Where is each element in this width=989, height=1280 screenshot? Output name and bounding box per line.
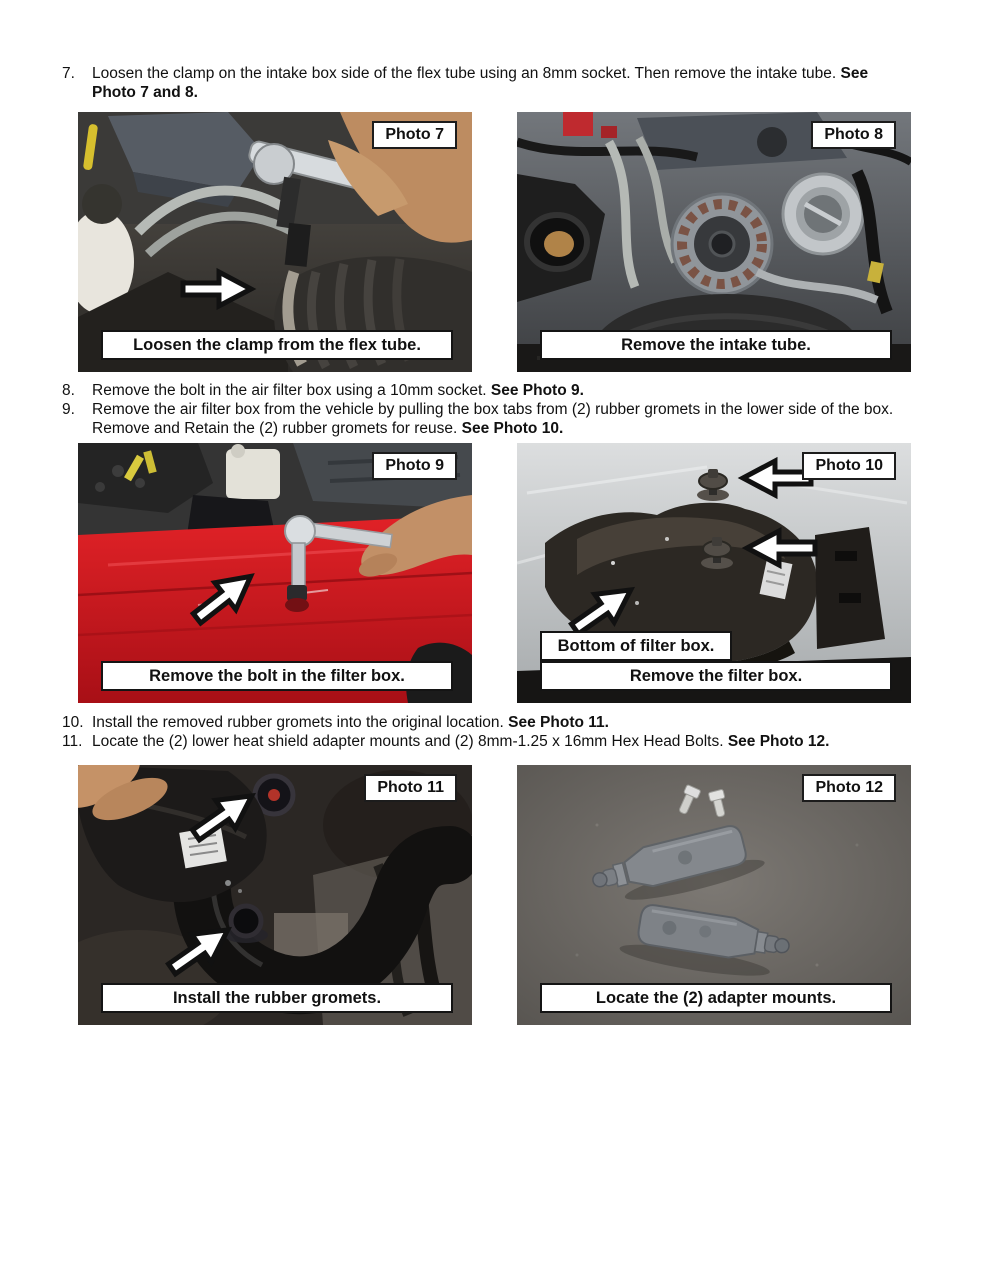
step-number: 8. <box>62 382 75 399</box>
step-item-8 <box>62 381 912 400</box>
step-text-normal: Remove the bolt in the air filter box using a 10mm socket. <box>92 382 487 399</box>
steps-block-8-9 <box>62 381 912 438</box>
steps-block-10-11 <box>62 713 912 751</box>
step-number: 11. <box>62 733 83 750</box>
photo-11-figure <box>78 765 472 1025</box>
photo-caption: Remove the intake tube. <box>540 330 892 360</box>
photo-label: Photo 9 <box>372 452 457 480</box>
step-text <box>92 400 912 438</box>
step-number: 9. <box>62 401 75 418</box>
step-text-normal: Remove the air filter box from the vehicle by pulling the box tabs from (2) rubber gromets in the lower side of the box. Remove and Retain the (2) rubber gromets for reuse. <box>92 401 894 437</box>
step-number: 7. <box>62 65 75 82</box>
photo-8-figure <box>517 112 911 372</box>
step-text-normal: Locate the (2) lower heat shield adapter mounts and (2) 8mm-1.25 x 16mm Hex Head Bolts. <box>92 733 724 750</box>
photo-caption: Remove the bolt in the filter box. <box>101 661 453 691</box>
photo-label: Photo 10 <box>802 452 896 480</box>
step-text-bold: See Photo 7 and 8. <box>92 65 869 101</box>
step-item-9 <box>62 400 912 438</box>
step-item-11 <box>62 732 912 751</box>
photo-12-figure <box>517 765 911 1025</box>
steps-block-7 <box>62 64 912 102</box>
step-text-bold: See Photo 9. <box>490 382 584 399</box>
photo-caption: Install the rubber gromets. <box>101 983 453 1013</box>
step-text-normal: Loosen the clamp on the intake box side of the flex tube using an 8mm socket. Then remove the intake tube. <box>92 65 837 82</box>
step-text-bold: See Photo 10. <box>461 420 564 437</box>
photo-label: Photo 8 <box>811 121 896 149</box>
photo-sub-caption: Bottom of filter box. <box>540 631 732 661</box>
photo-caption: Loosen the clamp from the flex tube. <box>101 330 453 360</box>
step-text-bold: See Photo 12. <box>727 733 830 750</box>
step-text <box>92 732 912 751</box>
photo-caption: Locate the (2) adapter mounts. <box>540 983 892 1013</box>
step-text <box>92 64 912 102</box>
photo-row-1 <box>78 112 911 372</box>
photo-7-figure <box>78 112 472 372</box>
step-text <box>92 381 912 400</box>
step-item-7 <box>62 64 912 102</box>
step-text <box>92 713 912 732</box>
photo-label: Photo 7 <box>372 121 457 149</box>
photo-label: Photo 12 <box>802 774 896 802</box>
step-text-bold: See Photo 11. <box>508 714 609 731</box>
photo-row-3 <box>78 765 911 1025</box>
photo-caption: Remove the filter box. <box>540 661 892 691</box>
photo-10-figure <box>517 443 911 703</box>
photo-label: Photo 11 <box>364 774 457 802</box>
step-item-10 <box>62 713 912 732</box>
step-number: 10. <box>62 714 84 731</box>
photo-9-figure <box>78 443 472 703</box>
step-text-normal: Install the removed rubber gromets into the original location. <box>92 714 504 731</box>
photo-row-2 <box>78 443 911 703</box>
